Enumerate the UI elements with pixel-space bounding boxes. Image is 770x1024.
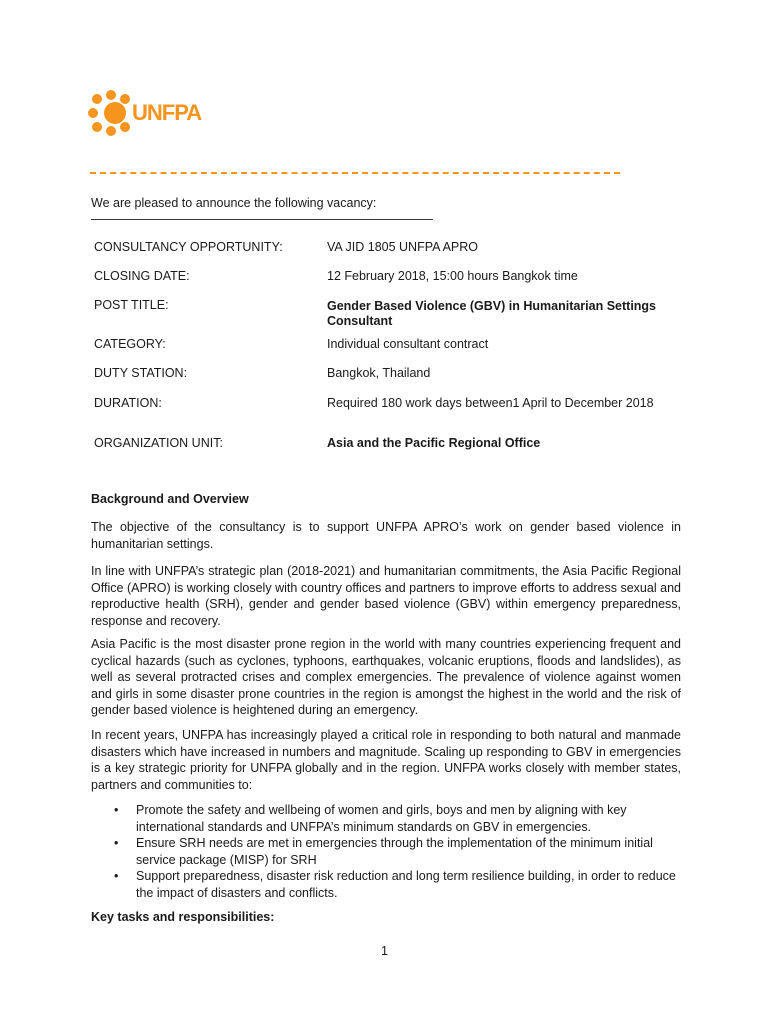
field-value-post-title: Gender Based Violence (GBV) in Humanitarian Settings Consultant <box>327 299 657 328</box>
background-paragraph-4: In recent years, UNFPA has increasingly played a critical role in responding to both natural and manmade disasters which have increased in numbers and magnitude. Scaling up responding to GBV in emergencies is a key strategic priority for UNFPA globally and in the region. UNFPA works closely with member states, partners and communities to: <box>91 728 681 792</box>
field-value-duty-station: Bangkok, Thailand <box>327 366 431 380</box>
field-value-duration: Required 180 work days between1 April to December 2018 <box>327 396 654 410</box>
announcement-text: We are pleased to announce the following vacancy: <box>91 196 377 210</box>
background-paragraph-1: The objective of the consultancy is to support UNFPA APRO’s work on gender based violence in humanitarian settings. <box>91 520 681 551</box>
field-value-organization-unit: Asia and the Pacific Regional Office <box>327 436 541 450</box>
field-value-consultancy: VA JID 1805 UNFPA APRO <box>327 240 478 254</box>
unfpa-logo <box>88 90 202 136</box>
bullet-text: Support preparedness, disaster risk reduction and long term resilience building, in order to reduce the impact of disasters and conflicts. <box>136 869 676 900</box>
field-label-duty-station: DUTY STATION: <box>94 366 188 380</box>
bullet-text: Promote the safety and wellbeing of women and girls, boys and men by aligning with key international standards and UNFPA’s minimum standards on GBV in emergencies. <box>136 803 627 834</box>
field-label-duration: DURATION: <box>94 396 162 410</box>
list-item <box>91 868 681 901</box>
background-paragraph-3: Asia Pacific is the most disaster prone region in the world with many countries experiencing frequent and cyclical hazards (such as cyclones, typhoons, earthquakes, volcanic eruptions, floods and landslides), as well as several protracted crises and complex emergencies. The prevalence of violence against women and girls in some disaster prone countries in the region is amongst the highest in the world and the risk of gender based violence is heightened during an emergency. <box>91 637 681 717</box>
background-heading: Background and Overview <box>91 492 249 506</box>
field-label-closing-date: CLOSING DATE: <box>94 269 190 283</box>
bullet-icon: • <box>114 803 119 817</box>
bullet-text: Ensure SRH needs are met in emergencies through the implementation of the minimum initial service package (MISP) for SRH <box>136 836 653 867</box>
globe-icon <box>104 102 126 124</box>
field-label-organization-unit: ORGANIZATION UNIT: <box>94 436 223 450</box>
list-item <box>91 835 681 868</box>
logo-dots-icon <box>88 90 134 136</box>
bullet-icon: • <box>114 869 119 883</box>
list-item <box>91 802 681 835</box>
field-value-category: Individual consultant contract <box>327 337 489 351</box>
field-value-closing-date: 12 February 2018, 15:00 hours Bangkok time <box>327 269 578 283</box>
page-number: 1 <box>381 944 388 958</box>
header-divider <box>90 172 620 174</box>
field-label-category: CATEGORY: <box>94 337 166 351</box>
bullet-icon: • <box>114 836 119 850</box>
logo-text: UNFPA <box>132 100 202 125</box>
strategy-bullet-list <box>91 802 681 901</box>
field-label-post-title: POST TITLE: <box>94 298 169 312</box>
field-label-consultancy: CONSULTANCY OPPORTUNITY: <box>94 240 283 254</box>
announcement-divider <box>91 219 433 220</box>
background-paragraph-2: In line with UNFPA’s strategic plan (2018-2021) and humanitarian commitments, the Asia Pacific Regional Office (APRO) is working closely with country offices and partners to improve efforts to address sexual and reproductive health (SRH), gender and gender based violence (GBV) within emergency preparedness, response and recovery. <box>91 564 681 628</box>
key-tasks-heading: Key tasks and responsibilities: <box>91 910 275 924</box>
